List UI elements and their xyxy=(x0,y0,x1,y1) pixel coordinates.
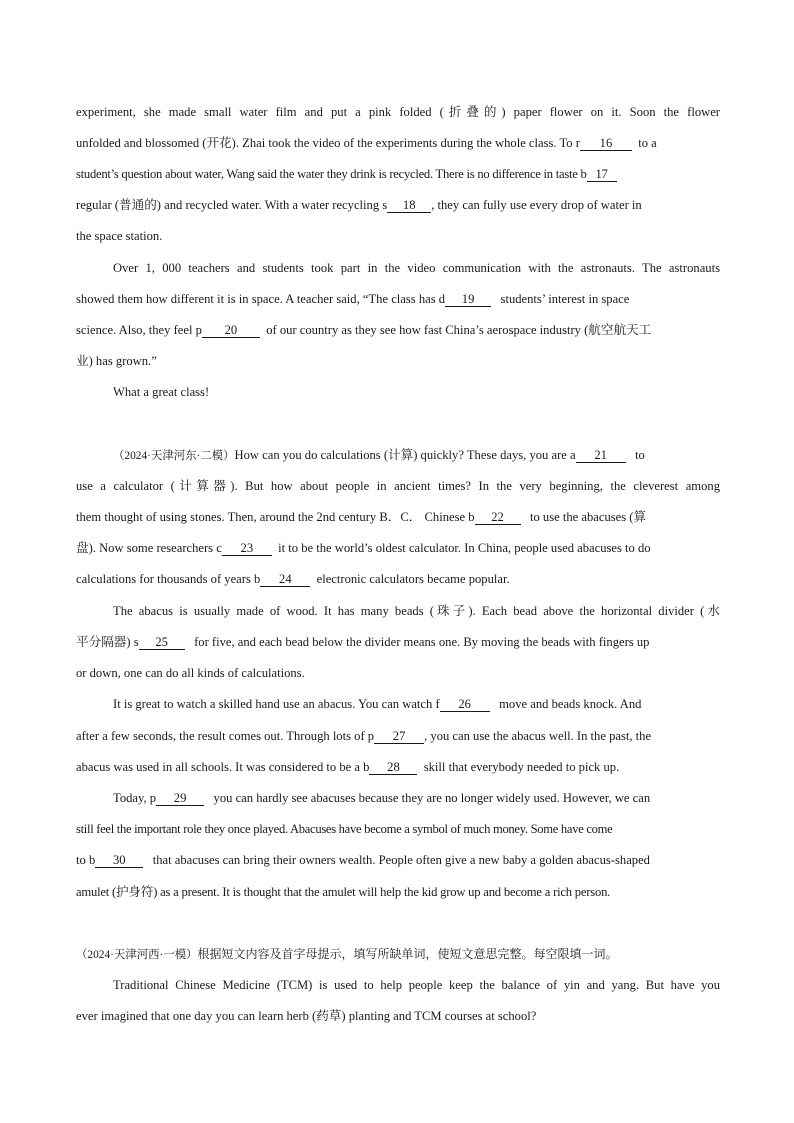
blank-17[interactable]: 17 xyxy=(587,167,617,182)
passage2-line-12 xyxy=(113,788,720,808)
passage2-line-14 xyxy=(76,850,720,870)
text-fragment: electronic calculators became popular. xyxy=(316,572,510,586)
text-fragment: after a few seconds, the result comes out. Through lots of p xyxy=(76,729,375,743)
text-fragment: 盘). Now some researchers c xyxy=(76,541,222,555)
passage2-line-8: or down, one can do all kinds of calculations. xyxy=(76,666,305,680)
text-fragment: It is great to watch a skilled hand use an abacus. You can watch f xyxy=(113,697,440,711)
passage1-line-8 xyxy=(76,320,720,340)
blank-16[interactable]: 16 xyxy=(580,136,632,151)
passage1-line-3 xyxy=(76,164,720,184)
text-fragment: it to be the world’s oldest calculator. In China, people used abacuses to do xyxy=(278,541,651,555)
text-fragment: skill that everybody needed to pick up. xyxy=(423,760,620,774)
source-label: （2024·天津河东·二模） xyxy=(113,450,235,462)
passage2-line-15: amulet (护身符) as a present. It is thought that the amulet will help the kid grow up and become a rich person. xyxy=(76,885,611,899)
passage2-line-4 xyxy=(76,538,720,558)
passage3-line-1: Traditional Chinese Medicine (TCM) is used to help people keep the balance of yin and yang. But have you xyxy=(113,978,720,992)
passage2-line-10 xyxy=(76,726,720,746)
passage1-line-2 xyxy=(76,133,720,153)
passage1-line-7 xyxy=(76,289,720,309)
passage2-line-2: use a calculator (计算器). But how about people in ancient times? In the very beginning, the cleverest among xyxy=(76,479,720,493)
blank-26[interactable]: 26 xyxy=(440,697,490,712)
text-fragment: that abacuses can bring their owners wealth. People often give a new baby a golden abacus-shaped xyxy=(152,853,650,867)
blank-23[interactable]: 23 xyxy=(222,541,272,556)
passage2-line-6: The abacus is usually made of wood. It has many beads (珠子). Each bead above the horizontal divider (水 xyxy=(113,604,720,618)
text-fragment: calculations for thousands of years b xyxy=(76,572,261,586)
passage3-line-2: ever imagined that one day you can learn herb (药草) planting and TCM courses at school? xyxy=(76,1009,537,1023)
text-fragment: to use the abacuses (算 xyxy=(529,510,647,524)
passage3-heading xyxy=(76,944,720,964)
instruction-text: 根据短文内容及首字母提示，填写所缺单词，使短文意思完整。每空限填一词。 xyxy=(197,947,618,961)
blank-25[interactable]: 25 xyxy=(139,635,185,650)
text-fragment: Today, p xyxy=(113,791,157,805)
passage1-line-4 xyxy=(76,195,720,215)
blank-24[interactable]: 24 xyxy=(260,572,310,587)
text-fragment: them thought of using stones. Then, around the 2nd century B．C． Chinese b xyxy=(76,510,475,524)
text-fragment: science. Also, they feel p xyxy=(76,323,202,337)
text-fragment: student’s question about water, Wang said the water they drink is recycled. There is no difference in taste b xyxy=(76,167,587,181)
blank-29[interactable]: 29 xyxy=(156,791,204,806)
source-label: （2024·天津河西·一模） xyxy=(76,949,198,961)
blank-20[interactable]: 20 xyxy=(202,323,260,338)
blank-21[interactable]: 21 xyxy=(576,448,626,463)
blank-19[interactable]: 19 xyxy=(445,292,491,307)
passage2-line-11 xyxy=(76,757,720,777)
text-fragment: you can hardly see abacuses because they are no longer widely used. However, we can xyxy=(213,791,651,805)
text-fragment: , you can use the abacus well. In the past, the xyxy=(424,729,652,743)
text-fragment: unfolded and blossomed (开花). Zhai took the video of the experiments during the whole class. To r xyxy=(76,136,580,150)
blank-30[interactable]: 30 xyxy=(95,853,143,868)
text-fragment: , they can fully use every drop of water in xyxy=(431,198,642,212)
passage2-line-5 xyxy=(76,569,720,589)
text-fragment: for five, and each bead below the divider means one. By moving the beads with fingers up xyxy=(194,635,650,649)
passage2-line-13: still feel the important role they once played. Abacuses have become a symbol of much money. Some have come xyxy=(76,822,613,836)
text-fragment: move and beads knock. And xyxy=(499,697,642,711)
passage2-line-7 xyxy=(76,632,720,652)
text-fragment: How can you do calculations (计算) quickly? These days, you are a xyxy=(234,448,576,462)
text-fragment: 平分隔器) s xyxy=(76,635,139,649)
text-fragment: to xyxy=(635,448,645,462)
text-fragment: regular (普通的) and recycled water. With a water recycling s xyxy=(76,198,388,212)
passage1-line-6: Over 1, 000 teachers and students took part in the video communication with the astronauts. The astronauts xyxy=(113,261,720,275)
passage1-line-9: 业) has grown.” xyxy=(76,354,157,368)
passage2-line-3b xyxy=(76,507,720,527)
blank-22[interactable]: 22 xyxy=(475,510,521,525)
passage2-line-9 xyxy=(113,694,720,714)
blank-28[interactable]: 28 xyxy=(369,760,417,775)
passage2-line-1 xyxy=(113,445,720,465)
blank-18[interactable]: 18 xyxy=(387,198,431,213)
passage1-line-10: What a great class! xyxy=(113,385,210,399)
blank-27[interactable]: 27 xyxy=(374,729,424,744)
text-fragment: abacus was used in all schools. It was considered to be a b xyxy=(76,760,370,774)
passage1-line-5: the space station. xyxy=(76,229,163,243)
text-fragment: showed them how different it is in space. A teacher said, “The class has d xyxy=(76,292,446,306)
text-fragment: to b xyxy=(76,853,96,867)
text-fragment: to a xyxy=(638,136,657,150)
passage1-line-1: experiment, she made small water film and put a pink folded (折叠的) paper flower on it. Soon the flower xyxy=(76,105,720,119)
text-fragment: of our country as they see how fast China’s aerospace industry (航空航天工 xyxy=(266,323,652,337)
text-fragment: students’ interest in space xyxy=(500,292,630,306)
